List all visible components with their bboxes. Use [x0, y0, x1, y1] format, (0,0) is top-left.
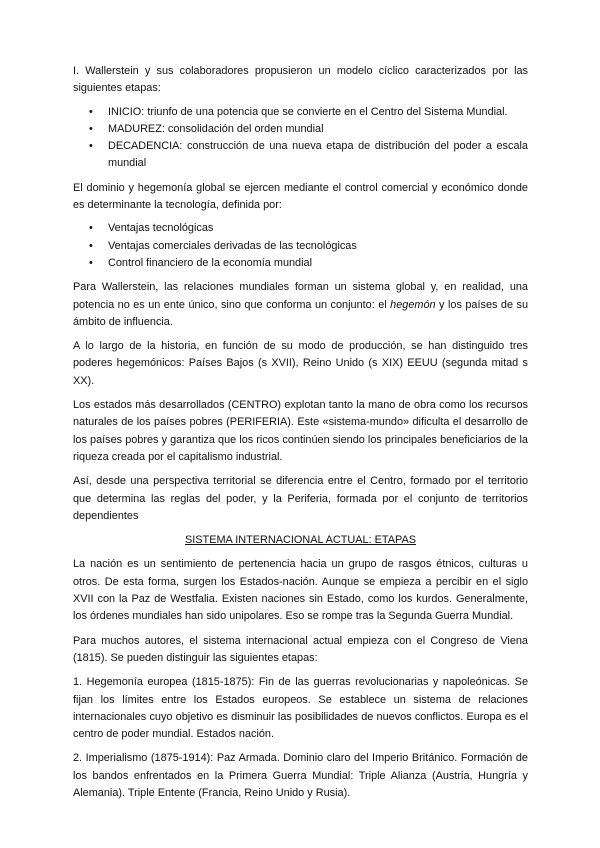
bullet-icon: •	[89, 105, 93, 118]
paragraph-stage-1: 1. Hegemonía europea (1815-1875): Fin de las guerras revolucionarias y napoleónicas. Se fijan los límites entre los Estados europeos. Se establece un sistema de relaciones internacionales cuyo objetivo es disminuir las posibilidades de nuevos conflictos. Europa es el centro de poder mundial. Estados nación.	[73, 676, 528, 741]
list-item: • MADUREZ: consolidación del orden mundial	[73, 121, 528, 138]
bullet-icon: •	[89, 256, 93, 269]
list-item: • Control financiero de la economía mundial	[73, 255, 528, 272]
section-heading: SISTEMA INTERNACIONAL ACTUAL: ETAPAS	[185, 534, 416, 547]
bullet-icon: •	[89, 239, 93, 252]
list-item: • Ventajas comerciales derivadas de las tecnológicas	[73, 238, 528, 255]
list-item: • Ventajas tecnológicas	[73, 220, 528, 237]
list-item: • INICIO: triunfo de una potencia que se convierte en el Centro del Sistema Mundial.	[73, 104, 528, 121]
paragraph-center-periphery: Los estados más desarrollados (CENTRO) explotan tanto la mano de obra como los recursos naturales de los países pobres (PERIFERIA). Este «sistema-mundo» dificulta el desarrollo de los países pobres y garantiza que los ricos continúen siendo los principales beneficiarios de la riqueza creada por el capitalismo industrial.	[73, 399, 528, 463]
paragraph-vienna: Para muchos autores, el sistema internacional actual empieza con el Congreso de Viena (1815). Se pueden distinguir las siguientes etapas:	[73, 634, 528, 664]
tech-list	[73, 220, 528, 272]
paragraph-wallerstein: Para Wallerstein, las relaciones mundiales forman un sistema global y, en realidad, una potencia no es un ente único, sino que conforma un conjunto: el hegemón y los países de su ámbito de influencia.	[73, 281, 529, 328]
paragraph-intro: I. Wallerstein y sus colaboradores propusieron un modelo cíclico caracterizados por las siguientes etapas:	[73, 65, 528, 95]
document-page	[73, 63, 528, 802]
paragraph-territorial: Así, desde una perspectiva territorial se diferencia entre el Centro, formado por el territorio que determina las reglas del poder, y la Periferia, formada por el conjunto de territorios dependientes	[73, 475, 528, 522]
bullet-icon: •	[89, 122, 93, 135]
paragraph-hegemony: El dominio y hegemonía global se ejercen mediante el control comercial y económico donde es determinante la tecnología, definida por:	[73, 181, 528, 212]
bullet-icon: •	[89, 222, 93, 235]
list-item: • DECADENCIA: construcción de una nueva etapa de distribución del poder a escala mundial	[89, 140, 528, 170]
stages-list	[73, 104, 528, 173]
bullet-icon: •	[89, 140, 93, 153]
paragraph-nation: La nación es un sentimiento de pertenencia hacia un grupo de rasgos étnicos, culturas u otros. De esta forma, surgen los Estados-nación. Aunque se empieza a percibir en el siglo XVII con la Paz de Westfalia. Existen naciones sin Estado, como los kurdos. Generalmente, los órdenes mundiales han sido unipolares. Eso se rompe tras la Segunda Guerra Mundial.	[73, 558, 528, 623]
paragraph-stage-2: 2. Imperialismo (1875-1914): Paz Armada. Dominio claro del Imperio Británico. Formación de los bandos enfrentados en la Primera Guerra Mundial: Triple Alianza (Austria, Hungría y Alemania). Triple Entente (Francia, Reino Unido y Rusia).	[73, 752, 528, 799]
paragraph-history: A lo largo de la historia, en función de su modo de producción, se han distinguido tres poderes hegemónicos: Países Bajos (s XVII), Reino Unido (s XIX) EEUU (segunda mitad s XX).	[73, 340, 528, 387]
